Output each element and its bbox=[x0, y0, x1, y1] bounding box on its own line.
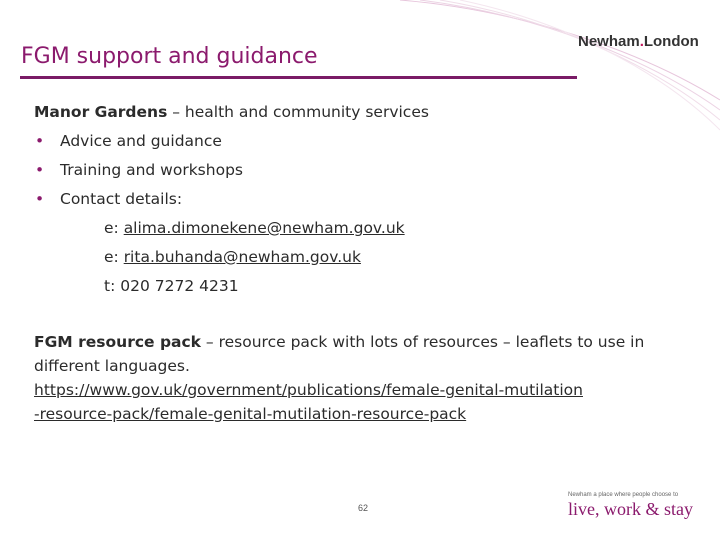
list-item bbox=[34, 127, 674, 156]
contact-email-2 bbox=[104, 243, 674, 272]
resource-pack-heading: FGM resource pack bbox=[34, 333, 201, 351]
contact-prefix: t: bbox=[104, 277, 121, 295]
list-item bbox=[34, 185, 674, 214]
phone-number: 020 7272 4231 bbox=[120, 277, 239, 295]
slide-title: FGM support and guidance bbox=[21, 44, 318, 69]
bullet-icon: • bbox=[35, 161, 45, 179]
logo-dot: . bbox=[639, 33, 644, 50]
manor-gardens-description: – health and community services bbox=[167, 103, 429, 121]
slogan-small-text: Newham a place where people choose to bbox=[568, 492, 679, 498]
contact-prefix: e: bbox=[104, 219, 124, 237]
list-item-label: Advice and guidance bbox=[60, 132, 222, 150]
contact-email-1 bbox=[104, 214, 674, 243]
contact-details bbox=[34, 214, 674, 301]
manor-gardens-heading: Manor Gardens bbox=[34, 103, 168, 121]
list-item bbox=[34, 156, 674, 185]
email-link-alima[interactable]: alima.dimonekene@newham.gov.uk bbox=[123, 219, 405, 237]
email-link-rita[interactable]: rita.buhanda@newham.gov.uk bbox=[123, 248, 361, 266]
logo-part-newham: Newham bbox=[578, 33, 640, 50]
logo-part-london: London bbox=[643, 33, 699, 50]
bullet-icon: • bbox=[35, 190, 45, 208]
resource-pack-link-line-1[interactable]: https://www.gov.uk/government/publications/female-genital-mutilation bbox=[34, 381, 583, 399]
services-list bbox=[34, 127, 674, 214]
list-item-label: Contact details: bbox=[60, 190, 183, 208]
resource-pack-section bbox=[34, 330, 674, 426]
bullet-icon: • bbox=[35, 132, 45, 150]
slide-content bbox=[34, 98, 674, 426]
resource-pack-link-line-2[interactable]: -resource-pack/female-genital-mutilation-resource-pack bbox=[34, 405, 467, 423]
slogan-live-work-stay: live, work & stay bbox=[568, 499, 693, 519]
title-underline bbox=[20, 76, 577, 79]
contact-prefix: e: bbox=[104, 248, 124, 266]
list-item-label: Training and workshops bbox=[60, 161, 243, 179]
resource-pack-description: – resource pack with lots of resources – leaflets to use in different languages. bbox=[34, 333, 645, 375]
contact-phone bbox=[104, 272, 674, 301]
page-number: 62 bbox=[358, 503, 369, 513]
newham-london-logo bbox=[578, 33, 699, 50]
manor-gardens-intro bbox=[34, 98, 674, 127]
